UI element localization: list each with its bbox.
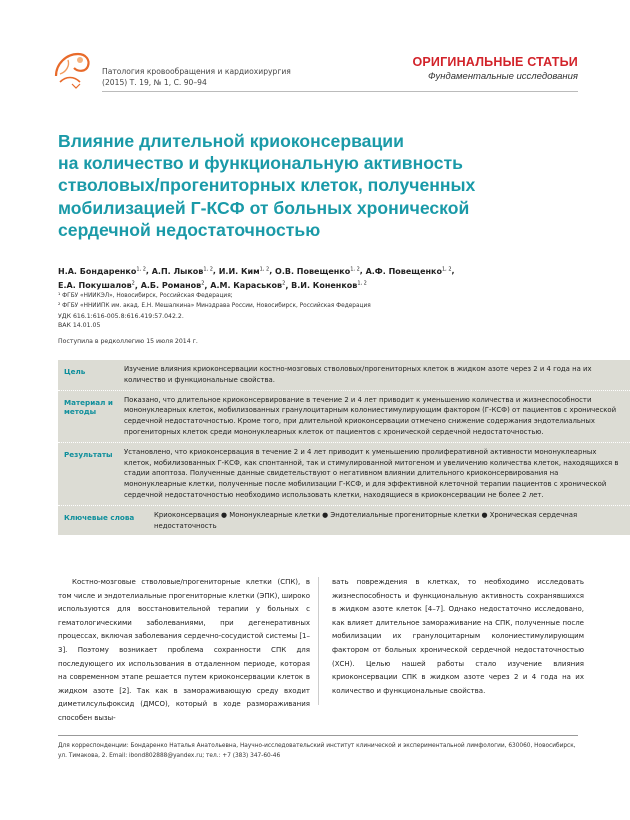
author: А.М. Караськов$^2$ (210, 280, 286, 291)
affiliations (58, 291, 371, 311)
keyword: Мононуклеарные клетки (229, 510, 320, 519)
body-paragraph: вать повреждения в клетках, то необходимо исследовать жизнеспособность и функциональную активность сохранявшихся в жидком азоте клеток [4–7]. Однако недостаточно исследовано, как влияет длительное замораживание на СПК, полученные после мобилизации их гранулоцитарным колониестимулирующим фактором от больных хронической сердечной недостаточностью (ХСН). Целью нашей работы стало изучение влияния криоконсервации СПК в жидком азоте через 2 и 4 года на их количество и функциональные свойства. (332, 578, 584, 695)
title-line: мобилизацией Г-КСФ от больных хронической (58, 197, 470, 218)
author-list: Н.А. Бондаренко$^{1, 2}$, А.П. Лыков$^{1, 2}$, И.И. Ким$^{1, 2}$, О.В. Повещенко$^{1, 2}$, А.Ф. Повещенко$^{1, 2}$, Е.А. Покушалов$^2$, А.Б. Романов$^2$, А.М. Караськов$^2$, В.И. Коненков$^{1, 2}$ (58, 266, 455, 291)
column-divider (318, 577, 319, 705)
abstract-row (58, 391, 630, 443)
abstract-text: Изучение влияния криоконсервации костно-мозговых стволовых/прогениторных клеток в жидком азоте через 2 и 4 года на их количество и функциональные свойства. (124, 365, 592, 384)
abstract-text: Установлено, что криоконсервация в течение 2 и 4 лет приводит к уменьшению пролиферативной активности мононуклеарных клеток, мобилизованных Г-КСФ, как спонтанной, так и стимулированной митогеном и увеличению количества клеток, находящихся в стадии апоптоза. Полученные данные свидетельствуют о негативном влиянии длительного криоконсервирования на мононуклеарные клетки, полученные после мобилизации Г-КСФ, и для эффективной клеточной терапии пациентов с хронической сердечной недостаточностью необходимо использовать клетки, находящиеся в криоконсервации не более 2 лет. (124, 447, 619, 499)
abstract-label: Материал и методы (64, 397, 113, 416)
title-line: сердечной недостаточностью (58, 219, 321, 240)
author: А.Б. Романов$^2$ (140, 280, 205, 291)
keyword: Хроническая сердечная недостаточность (154, 510, 578, 530)
journal-logo (52, 46, 94, 90)
footnote-divider (58, 735, 578, 736)
author: О.В. Повещенко$^{1, 2}$ (275, 266, 360, 276)
abstract-text: Показано, что длительное криоконсервирование в течение 2 и 4 лет приводит к уменьшению количества и жизнеспособности мононуклеарных клеток, мобилизованных гранулоцитарным колониестимулирующим фактором (Г-КСФ) от пациентов с хронической сердечной недостаточностью. Кроме того, при длительной криоконсервации отмечено снижение содержания эндотелиальных прогениторных клеток среди мононуклеарных клеток от пациентов с хронической сердечной недостаточностью. (124, 395, 617, 436)
received-date: Поступила в редколлегию 15 июля 2014 г. (58, 338, 198, 345)
affiliation: ¹ ФГБУ «НИИКЭЛ», Новосибирск, Российская Федерация; (58, 293, 233, 299)
author: Е.А. Покушалов$^2$ (58, 280, 135, 291)
author: Н.А. Бондаренко$^{1, 2}$ (58, 266, 146, 276)
section-header (412, 55, 578, 82)
author: А.Ф. Повещенко$^{1, 2}$ (365, 266, 452, 276)
keyword: Эндотелиальные прогениторные клетки (330, 510, 480, 519)
body-column-left (58, 576, 310, 726)
udk-code: УДК 616.1:616-005.8:616.419:57.042.2. (58, 313, 184, 320)
section-category: ОРИГИНАЛЬНЫЕ СТАТЬИ (412, 55, 578, 69)
author: В.И. Коненков$^{1, 2}$ (291, 280, 367, 291)
title-line: на количество и функциональную активность (58, 153, 463, 174)
keywords-list: Криоконсервация ● Мононуклеарные клетки ● Эндотелиальные прогениторные клетки ● Хроническая сердечная недостаточность (154, 510, 578, 530)
journal-name: Патология кровообращения и кардиохирургия (102, 67, 291, 76)
abstract-row (58, 360, 630, 391)
header-divider (102, 91, 578, 92)
correspondence-footnote: Для корреспонденции: Бондаренко Наталья Анатольевна, Научно-исследовательский институт клинической и экспериментальной лимфологии, 630060, Новосибирск, ул. Тимакова, 2. Email: ibond802888@yandex.ru; тел.: +7 (383) 347-60-46 (58, 743, 576, 759)
body-paragraph: Костно-мозговые стволовые/прогениторные клетки (СПК), в том числе и эндотелиальные прогениторные клетки (ЭПК), широко используются для восстановительной терапии у больных с гематологическими заболеваниями, при дегенеративных процессах, включая заболевания сердечно-сосудистой системы [1–3]. Поэтому возникает проблема сохранности СПК для последующего их использования в отдаленном периоде, которая на современном этапе решается путем криоконсервации клеток в жидком азоте [2]. Так как в замораживающую среду входит диметилсульфоксид (ДМСО), который в ходе размораживания способен вызы- (58, 578, 311, 722)
abstract-label: Цель (64, 367, 86, 376)
abstract-box (58, 360, 630, 535)
abstract-label: Результаты (64, 449, 113, 459)
abstract-row (58, 443, 630, 506)
title-line: стволовых/прогениторных клеток, полученных (58, 175, 476, 196)
article-title (58, 130, 578, 241)
affiliation: ² ФГБУ «ННИИПК им. акад. Е.Н. Мешалкина» Минздрава России, Новосибирск, Российская Федерация (58, 303, 371, 309)
keyword: Криоконсервация (154, 510, 219, 519)
journal-info (102, 66, 291, 88)
classification-codes (58, 312, 184, 330)
vak-code: ВАК 14.01.05 (58, 322, 101, 330)
body-column-right (332, 576, 584, 698)
keywords-label: Ключевые слова (64, 512, 135, 522)
journal-citation: (2015) Т. 19, № 1, С. 90–94 (102, 78, 207, 87)
section-subcategory: Фундаментальные исследования (427, 71, 578, 82)
author: И.И. Ким$^{1, 2}$ (218, 266, 270, 276)
author: А.П. Лыков$^{1, 2}$ (151, 266, 213, 276)
keywords-row (58, 506, 630, 536)
title-line: Влияние длительной криоконсервации (58, 131, 404, 151)
